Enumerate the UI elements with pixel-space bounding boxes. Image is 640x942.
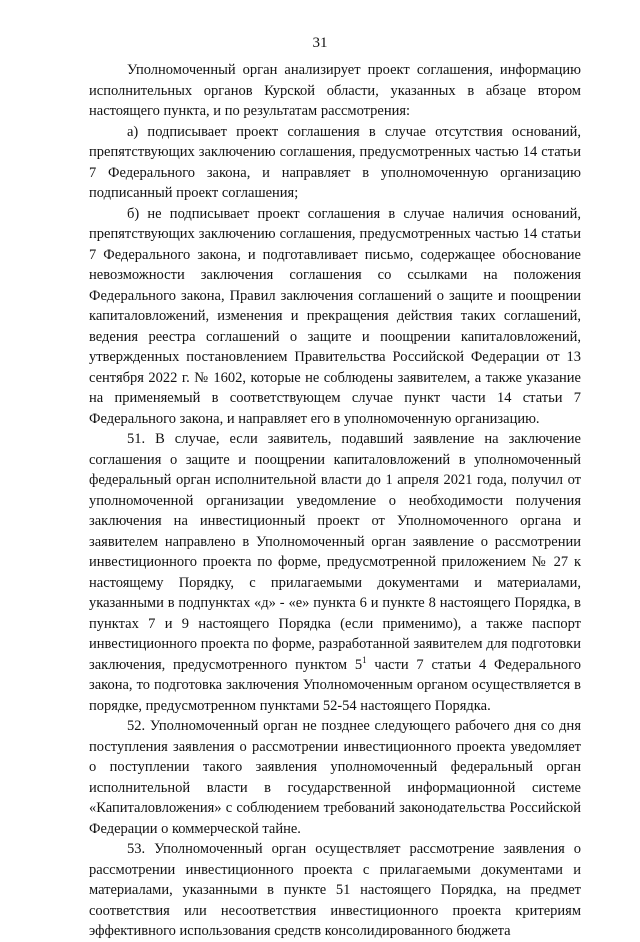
superscript-footnote-mark: 1 (362, 654, 367, 665)
paragraph-point-53: 53. Уполномоченный орган осуществляет рассмотрение заявления о рассмотрении инвестиционного проекта с прилагаемыми документами и материалами, указанными в пункте 51 настоящего Порядка, на предмет соответствия или несоответствия инвестиционного проекта критериям эффективного использования средств консолидированного бюджета (89, 841, 581, 939)
paragraph-item-a: а) подписывает проект соглашения в случае отсутствия оснований, препятствующих заключению соглашения, предусмотренных частью 14 статьи 7 Федерального закона, и направляет в уполномоченную организацию подписанный проект соглашения; (89, 123, 581, 201)
paragraph-point-51 (89, 429, 581, 716)
paragraph-item-b: б) не подписывает проект соглашения в случае наличия оснований, препятствующих заключению соглашения, предусмотренных частью 14 статьи 7 Федерального закона, и подготавливает письмо, содержащее обоснование невозможности заключения соглашения со ссылками на положения Федерального закона, Правил заключения соглашений о защите и поощрении капиталовложений, изменения и прекращения действия таких соглашений, ведения реестра соглашений о защите и поощрении капиталовложений, утвержденных постановлением Правительства Российской Федерации от 13 сентября 2022 г. № 1602, которые не соблюдены заявителем, а также указание на применяемый в соответствующем случае пункт части 14 статьи 7 Федерального закона, и направляет его в уполномоченную организацию. (89, 205, 581, 427)
paragraph-point-51-text-after: части 7 статьи 4 Федерального закона, то подготовка заключения Уполномоченным органом осуществляется в порядке, предусмотренном пунктами 52-54 настоящего Порядка. (89, 656, 581, 714)
paragraph-analysis-intro: Уполномоченный орган анализирует проект соглашения, информацию исполнительных органов Курской области, указанных в абзаце втором настоящего пункта, и по результатам рассмотрения: (89, 62, 581, 119)
paragraph-point-51-text-before: 51. В случае, если заявитель, подавший заявление на заключение соглашения о защите и поощрении капиталовложений в уполномоченный федеральный орган исполнительной власти до 1 апреля 2021 года, получил от уполномоченной организации уведомление о необходимости получения заключения на инвестиционный проект от Уполномоченного органа и заявителем направлено в Уполномоченный орган заявление о рассмотрении инвестиционного проекта по форме, предусмотренной приложением № 27 к настоящему Порядку, с прилагаемыми документами и материалами, указанными в подпунктах «д» - «е» пункта 6 и пункте 8 настоящего Порядка, в пунктах 7 и 9 настоящего Порядка (если применимо), а также паспорт инвестиционного проекта по форме, разработанной заявителем для подготовки заключения, предусмотренного пунктом 5 (89, 431, 581, 673)
document-body (89, 60, 581, 942)
page-number: 31 (312, 35, 328, 51)
paragraph-point-52: 52. Уполномоченный орган не позднее следующего рабочего дня со дня поступления заявления о рассмотрении инвестиционного проекта уведомляет о поступлении такого заявления уполномоченный федеральный орган исполнительной власти в государственной информационной системе «Капиталовложения» с соблюдением требований законодательства Российской Федерации о коммерческой тайне. (89, 718, 581, 837)
